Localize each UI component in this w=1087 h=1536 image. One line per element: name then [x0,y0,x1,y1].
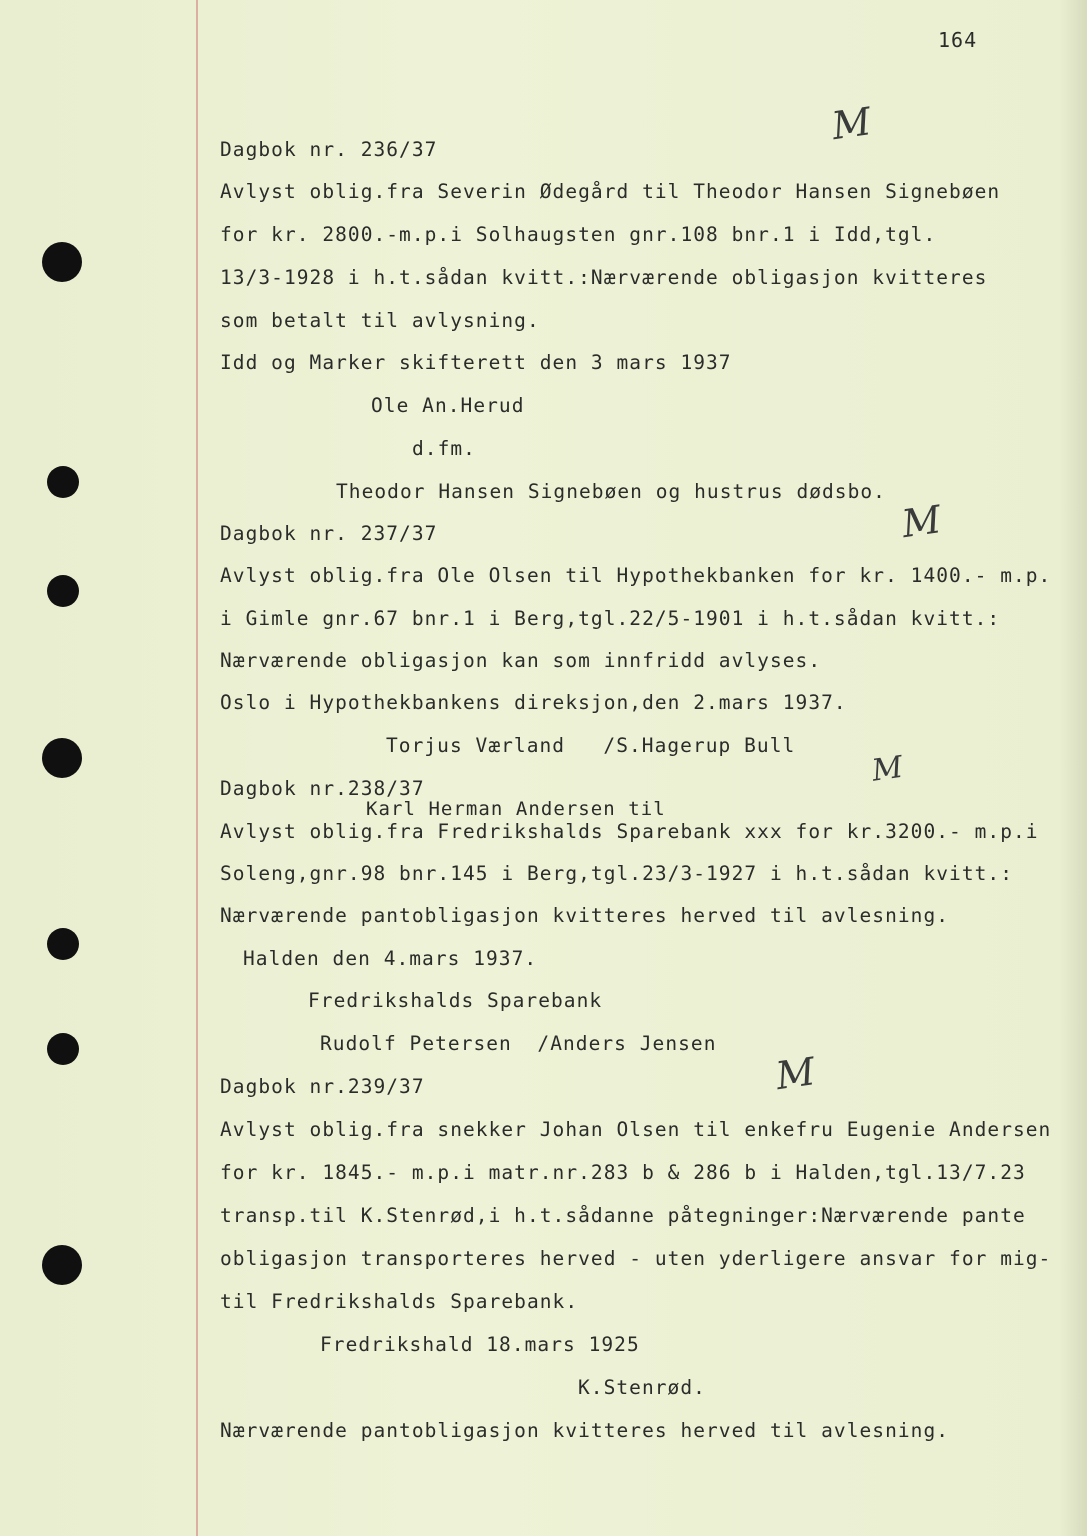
signature-line: Torjus Værland /S.Hagerup Bull [386,734,796,757]
text-line: Avlyst oblig.fra snekker Johan Olsen til enkefru Eugenie Andersen [220,1118,1052,1141]
inserted-text: Karl Herman Andersen til [366,798,666,820]
punch-hole [47,466,79,498]
page-number: 164 [938,28,978,52]
text-line: i Gimle gnr.67 bnr.1 i Berg,tgl.22/5-1901 i h.t.sådan kvitt.: [220,607,1001,630]
text-line: Halden den 4.mars 1937. [243,947,538,970]
punch-hole [47,575,79,607]
punch-hole [47,928,79,960]
text-line: obligasjon transporteres herved - uten yderligere ansvar for mig- [220,1247,1052,1270]
punch-hole [42,1245,82,1285]
text-line: Nærværende pantobligasjon kvitteres herved til avlesning. [220,904,950,927]
text-line: Theodor Hansen Signebøen og hustrus dødsbo. [336,480,886,503]
initials-mark: M [829,99,870,149]
text-line: 13/3-1928 i h.t.sådan kvitt.:Nærværende obligasjon kvitteres [220,266,988,289]
text-line: Avlyst oblig.fra Severin Ødegård til Theodor Hansen Signebøen [220,180,1001,203]
signature-line: Ole An.Herud [371,394,525,417]
entry-heading: Dagbok nr.239/37 [220,1075,425,1098]
text-line: som betalt til avlysning. [220,309,540,332]
text-line: transp.til K.Stenrød,i h.t.sådanne påtegninger:Nærværende pante [220,1204,1026,1227]
entry-heading: Dagbok nr. 236/37 [220,138,438,161]
text-line: Fredrikshald 18.mars 1925 [320,1333,640,1356]
punch-hole [42,738,82,778]
text-line: Oslo i Hypothekbankens direksjon,den 2.mars 1937. [220,691,847,714]
punch-hole [47,1033,79,1065]
signature-line: d.fm. [412,437,476,460]
initials-mark: M [773,1049,814,1099]
signature-line: K.Stenrød. [578,1376,706,1399]
page-edge-shadow [1059,0,1087,1536]
signature-line: Fredrikshalds Sparebank [308,989,603,1012]
initials-mark: M [869,750,902,789]
text-line: for kr. 2800.-m.p.i Solhaugsten gnr.108 bnr.1 i Idd,tgl. [220,223,937,246]
text-line: for kr. 1845.- m.p.i matr.nr.283 b & 286 b i Halden,tgl.13/7.23 [220,1161,1026,1184]
text-line: Soleng,gnr.98 bnr.145 i Berg,tgl.23/3-1927 i h.t.sådan kvitt.: [220,862,1013,885]
entry-heading: Dagbok nr.238/37 [220,777,425,800]
text-line: Avlyst oblig.fra Ole Olsen til Hypothekbanken for kr. 1400.- m.p. [220,564,1052,587]
entry-heading: Dagbok nr. 237/37 [220,522,438,545]
signature-line: Rudolf Petersen /Anders Jensen [320,1032,717,1055]
punch-hole [42,242,82,282]
text-line: Avlyst oblig.fra Fredrikshalds Sparebank xxx for kr.3200.- m.p.i [220,820,1039,843]
text-line: Nærværende obligasjon kan som innfridd avlyses. [220,649,822,672]
text-line: Idd og Marker skifterett den 3 mars 1937 [220,351,732,374]
text-line: til Fredrikshalds Sparebank. [220,1290,579,1313]
text-line: Nærværende pantobligasjon kvitteres herved til avlesning. [220,1419,950,1442]
initials-mark: M [899,497,940,547]
margin-rule [196,0,198,1536]
